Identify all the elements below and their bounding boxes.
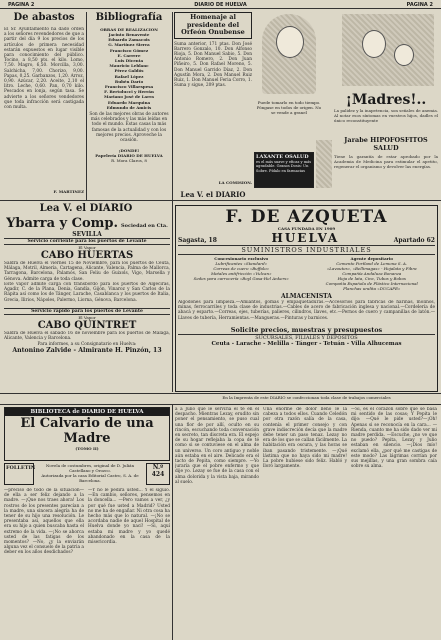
serial-number: 424 [151, 471, 165, 478]
bibliography-author: Pérez Galdós [114, 68, 144, 74]
ship1-text-2: Este vapor admite carga con transbordo para los puertos de Algeciras, Agadir, C. de la Plana, Denia, Gandía, Gijón, Vinaroz y San Carlos de la Rápita así como los de Tánger, Larache, Casablanca y los puertos de Italia, Grecia, Ilirios, Nápoles, Palermo, Liorna, Génova, Barcelona. [4, 282, 170, 303]
madres-tail: Tiene la garantía de estar aprobado por la Academia de Medicina para estimular el apetito, regenerar el organismo y devolver las energías. [334, 154, 438, 170]
page-header [0, 0, 441, 9]
azqueta-branches: SUCURSALES, FILIALES Y DEPÓSITOS [178, 334, 435, 341]
laxante-brand: LAXANTE OSALUD [256, 154, 309, 160]
madres-text: La palidez y la inapetencia, son señales de anemia. Al notar esos síntomas en vuestros hijos, dadles el único reconstituyente [334, 108, 438, 124]
azqueta-title: F. DE AZQUETA [225, 207, 388, 227]
azqueta-cta: Solicite precios, muestras y presupuestos [230, 326, 383, 334]
serial-library: BIBLIOTECA de DIARIO DE HUELVA [5, 408, 169, 416]
azqueta-address-row [178, 231, 435, 245]
bibliography-column [88, 12, 170, 200]
bibliography-author-list [88, 32, 170, 110]
serial-number-label: N.º [152, 464, 164, 471]
abastos-body: El Sr. Ayuntamiento ha dado orden a los señores revendedores de que a partir del día 9 los precios de los artículos de primera necesidad estarán expuestos en lugar visible para conocimiento del público. Tocino, a 8,50 pts. el kilo. Lomo, 7,50. Magro, 6,50. Morcilla, 3,00. Salchicha, 7,00. Chorizo, 9,00. Papas, 0,25. Garbanzos, 1,20. Arroz, 0,90. Azúcar, 2,20. Aceite, 2,10 el litro. Leche, 0,60. Pan, 0,70 kilo. Pescados en lonja, según tasa. Se advierte a los señores vendedores que toda infracción será castigada con multa. [4, 27, 84, 111]
section-divider [0, 200, 441, 201]
madres-title: ¡Madres!.. [345, 92, 427, 108]
azqueta-right-items [309, 261, 436, 291]
azqueta-right-item: Planchas uralita «DUCAPE» [343, 286, 401, 291]
serial-number-box [146, 463, 170, 485]
ship2-name: CABO QUINTRET [37, 320, 137, 331]
azqueta-section: SUMINISTROS INDUSTRIALES [178, 245, 435, 255]
mother-child-illustration [342, 14, 434, 86]
bibliography-author: F. Bertolucci y Herrán [104, 89, 154, 95]
azqueta-right-head: Agente depositario [350, 256, 393, 261]
serial-note: Novela de costumbres, original de D. Julián Castellano y Orozco. [45, 463, 135, 473]
bibliography-cta: ¡DONDE! [118, 148, 140, 154]
shipping-vapor-label-2: El Vapor [78, 315, 96, 320]
azqueta-right-item: Compañía Andaluza Bonanza [342, 271, 402, 276]
homenaje-title: Homenaje al presidente del Orfeón Onubense [174, 12, 252, 39]
bibliography-address: R. Mora Claros, 8 [111, 158, 147, 164]
story-column-1: —preciso de todo de la situación—de ella a ser feliz dejando a la madre. —¡Que nos traes ahora! Los rostros de los presentes parecían a la madre, una sincera alegría ha de tener de su hijo una resolución. Le presentaba así, aquellos que ella era su hijo a quien buscaba hasta el extremo de la vida. —¡No se ahorca usted de las fatigas de los momentos? —No, ¿y la enviarán alguna vez el consuelo de la patria a deber en los años desdichados? [4, 488, 84, 556]
madres-product-name: Jarabe HIPOFOSFITOS SALUD [344, 136, 428, 152]
bibliography-footer: Papelería DIARIO DE HUELVA [95, 153, 163, 159]
serial-notes [36, 463, 144, 485]
bibliography-author: Mauricio Leblanc [109, 63, 149, 69]
bibliography-author: Eduardo Marquina [107, 99, 151, 105]
shipping-service-2: Servicio rápido para los puertos de Levante [4, 308, 170, 315]
laxante-desc: es el más suave y eficaz y más agradable. Granos Dosis: Un Sobre. Pídalo en farmacias [256, 160, 312, 173]
bibliography-author: Rubén Darío [114, 78, 144, 84]
azqueta-box: Apartado 62 [393, 237, 435, 244]
newspaper-name: DIARIO DE HUELVA [194, 2, 247, 8]
serial-volume: (TOMO II) [75, 446, 99, 451]
story-column-5: —Sí, es el corazón sobre que se basa mi sentido de las cosas; Y Pepita le dijo: —Qué le pide usted?—¡Oh! Apenas si se reconocía en la cara... —Rienda, cuanto me ha sido dado ver mi madre perdida. —Escuche, ¿no ve que no puedo? Pepita, Lezay y Julio estaban en silencio. —¡Dios mío! exclamó ella, ¿por qué me castigas de este modo? Las lágrimas corrían por sus mejillas, y una gran sombra caía sobre su alma. [351, 407, 437, 470]
laxante-caption: Puede tomarlo en todo tiempo. Póngase en todos de origen. No se vende a granel [256, 100, 322, 115]
bibliography-author: Luis Dicenta [114, 58, 144, 64]
mother-face-icon [362, 30, 386, 58]
woman-face-icon [276, 26, 304, 58]
azqueta-left-list [178, 256, 305, 291]
page-number-left: PAGINA 2 [8, 2, 35, 8]
bibliography-author: E. Carrere [117, 52, 141, 58]
madres-text-block [254, 92, 438, 188]
bibliography-title: Bibliografía [95, 12, 163, 23]
shipping-city: SEVILLA [72, 231, 102, 238]
child-face-icon [394, 44, 414, 66]
story-column-4: Una enorme de dolor lleno le la cabeza a todos ellos. Cuando Celedón por otra razón salía de la casa, contenía el primer consejo y con grave indiscreción decía que la madre debe tener un paso tenaz. Lezay no era de los que se callan fácilmente. La habitación era oscura, y las horas se iban pasando tristemente. —¡Qué lástima que no haya sido mi madre! La pobre hubiese sido feliz. Habló y lloró largamente. [263, 407, 347, 470]
shipping-service: Servicio corriente para los puertos de Levante [4, 238, 170, 245]
lea-diario-right: Lea V. el DIARIO [180, 190, 246, 199]
ship1-text: Saldrá de Huelva el viernes 15 de Noviembre, para los puertos de Ceuta, Málaga, Motril, Almería, Cartagena, Alicante, Valencia, Palma de Mallorca, Tarragona, Barcelona, Palamós, San Feliu de Guixols, Vigo, Marsella y Génova. Admite carga de toda clase. [4, 261, 170, 282]
abastos-column [4, 12, 84, 198]
azqueta-left-item: Metales antifricción «Vulcan» [210, 271, 272, 276]
abastos-title: De abastos [13, 12, 75, 23]
bibliography-author: Francisco Gómez [109, 47, 149, 53]
azqueta-right-item: «Lavoutes», «Bellimagas» - Hojalata y Fibra [326, 266, 417, 271]
azqueta-lists [178, 256, 435, 291]
serial-header [4, 407, 170, 461]
woman-illustration [262, 14, 316, 94]
story-column-2: —Y no le pedirá usted... Y él siguió. —En cambio, señores, pensemos en la doncella... —Pero vamos a ver, ¿y por qué fue usted a Madrid? Usted no me ha de engañar. Ni otra cosa ha hecho más que lo natural. —¡No se acordaba nadie de aquel Hospital de Huelva donde yo nací! —Si, aquí estaba mi madre y yo quedé abandonado en la casa de la misericordia. [88, 488, 170, 546]
azqueta-subtitle: CASA FUNDADA EN 1909 [277, 226, 336, 231]
column-divider [86, 12, 87, 200]
azqueta-left-item: Correas de cuero «Buffalo» [213, 266, 270, 271]
shipping-vapor-label: El Vapor [78, 245, 96, 250]
lea-diario-left: Lea V. el DIARIO [39, 203, 133, 214]
serial-permission: Autorizada por la casa Editorial Castro, S. A. de Barcelona. [41, 473, 139, 483]
story-column-3: á a Julio que le serviría el té en el despacho. Mientras Lezay, erudito sin poner el pensamiento, se puso cual una flor de por allí, oculto en su rincón, escuchando toda conversación en secreto, tan discreta era. El espejo de su hogar reflejaba la copa de té como si se contuviese en el alma de un universo. Un coro antiguo y noble aún estaba en el aire. Delicado era el tacto de Pepita, como siempre. —Yo juraría que el pobre enfermo y que dije yo. Lezay se fue de la casa con el alma dolorida y la vista baja, mirando al suelo. [175, 407, 259, 485]
azqueta-left-item: Sedes para carrocería «Boyl Gasa-Hel Ankers» [193, 276, 289, 281]
shipping-company: Ybarra y Comp. [6, 216, 119, 231]
azqueta-left-item: Lubrificantes «Standard» [215, 261, 268, 266]
bibliography-author: G. Martínez Sierra [108, 42, 150, 48]
azqueta-left-head: Concesionario exclusivo [214, 256, 269, 261]
serial-title: El Calvario de una Madre [20, 416, 154, 446]
page-number-right: PAGINA 2 [406, 2, 433, 8]
azqueta-store-head: ALMACENISTA [281, 293, 332, 300]
homenaje-column [174, 12, 252, 190]
column-divider [172, 200, 173, 392]
section-divider [0, 393, 441, 394]
column-divider [172, 12, 173, 200]
azqueta-city: HUELVA [271, 231, 340, 245]
azqueta-right-item: Cemento Portland de Lemona S. A. [336, 261, 408, 266]
shipping-company-row [4, 216, 170, 231]
ship1-name: CABO HUERTAS [40, 250, 134, 261]
azqueta-cities: Ceuta - Larache - Melilla - Tánger - Tetuán - Villa Alhucemas [211, 341, 402, 347]
azqueta-right-list [309, 256, 436, 291]
bibliography-author: Mariano José de Larra [104, 94, 154, 100]
azqueta-right-item: Compañía Española de Plástico Internacional [325, 281, 418, 286]
serial-folletin: FOLLETIN [4, 463, 34, 485]
print-note: En la Imprenta de este DIARIO se confeccionan toda clase de trabajos comerciales [222, 395, 391, 400]
azqueta-left-items [178, 261, 305, 281]
bibliography-author: Jacinto Benavente [108, 32, 150, 37]
shipping-ad [4, 216, 170, 392]
homenaje-footer: LA COMISION. [218, 179, 252, 185]
bibliography-subtitle: OBRAS DE REALIZACION [100, 27, 158, 32]
bibliography-author: Eduardo Zamacois [108, 37, 150, 43]
ship2-text-2: Para informes, a su Consignatario en Huelva: [37, 342, 137, 347]
section-divider [0, 404, 441, 405]
shipping-agent: Antonino Zalvide - Almirante H. Pinzón, 13 [12, 347, 162, 355]
azqueta-ad [175, 205, 438, 392]
bibliography-note: Son de las mejores obras de autores más celebrados y las más leídas en todo el mundo. Estas casas la más famosas de la actualidad y con los mejores precios. Aproveche la ocasión. [89, 112, 169, 144]
ship2-text: Saldrá de Huelva el sábado 16 de noviembre para los puertos de Málaga, Alicante, Valencia y Barcelona. [4, 331, 170, 342]
column-divider [172, 405, 173, 640]
bibliography-author: Francisco Villaespesa [104, 84, 154, 90]
abastos-signature: F. MARTINEZ [53, 189, 84, 194]
homenaje-body: Suma anterior, 171 ptas. Don José Barrero Gonzalo, 10. Don Alfonso Rioja, 5. Don Manuel Sabio, 5. Don Antonio Romero, 2. Don Juan Piñeiro, 5. Don Rafael Moreno, 5. Don Manuel Garrido Díaz, 2. Don Agustín Mora, 2. Don Manuel Ruiz Ruiz, 1. Don Manuel Feria Corro, 1. Suma y sigue, 209 ptas. [174, 41, 252, 89]
bibliography-author: Rafael López [114, 73, 144, 79]
azqueta-right-item: Hoja de lata, Cinc, Tubos y Bobos [337, 276, 406, 281]
bibliography-author: Edmundo de Amicis [106, 104, 152, 110]
azqueta-store-text: Algodones para limpieza.—Amiantos, gomas y empaquetaduras.—Accesorios para fábricas de harinas, molinos, minas, ferrocarriles y toda clase de industrias.—Cables de acero de fabricación inglesa y nacional.—Cordelería de abacá y esparto.—Correas, ejes, tuberías, palieres, cilindros, llaves, etc.—Pernos de cuero y campanillas de latón.—Llaves de tubería, Herramientas.—Mangueras.—Pinturas y barnices. [178, 300, 435, 321]
serial-info-row [4, 463, 170, 485]
azqueta-street: Sagasta, 18 [178, 237, 217, 244]
shipping-company-tail: Sociedad en Cta. [121, 223, 168, 229]
